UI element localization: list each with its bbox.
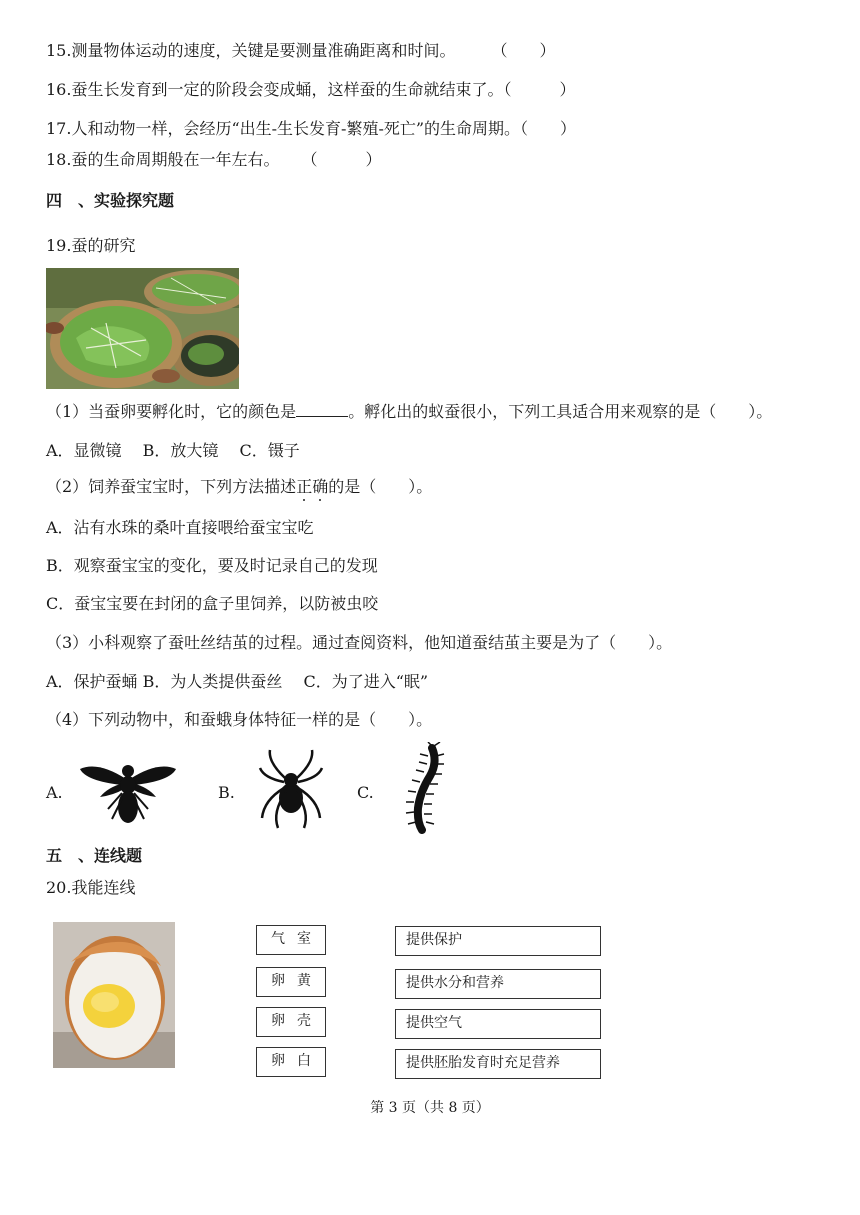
q19-part2-option-c: C．蚕宝宝要在封闭的盒子里饲养，以防被虫咬 [46,594,379,613]
match-left-item[interactable]: 卵壳 [256,1007,326,1037]
emphasis-char: 正 [296,477,313,496]
q19-part2-option-a: A．沾有水珠的桑叶直接喂给蚕宝宝吃 [46,518,314,537]
centipede-silhouette-icon [402,742,450,834]
q19-part2-option-b: B．观察蚕宝宝的变化，要及时记录自己的发现 [46,556,378,575]
match-right-item[interactable]: 提供胚胎发育时充足营养 [395,1049,601,1079]
q19-part1-options: A．显微镜 B．放大镜 C．镊子 [46,441,300,460]
match-right-item[interactable]: 提供空气 [395,1009,601,1039]
match-left-item[interactable]: 卵黄 [256,967,326,997]
question-18 [46,149,381,171]
part2-text-a: （2）饲养蚕宝宝时，下列方法描述 [46,477,297,496]
answer-paren: （ ） [491,41,556,60]
question-text: 蚕的生命周期般在一年左右。 [71,150,280,169]
option-a-label: A. [46,783,63,802]
question-15 [46,40,555,62]
emphasis-char: 确 [312,477,329,496]
question-text: 测量物体运动的速度，关键是要测量准确距离和时间。 [71,41,456,60]
question-number: 18. [46,150,72,169]
q19-part4: （4）下列动物中，和蚕蛾身体特征一样的是（ ）。 [46,710,433,729]
boiled-egg-photo [53,922,175,1068]
match-left-item[interactable]: 卵白 [256,1047,326,1077]
q19-part2 [46,476,432,498]
spider-silhouette-icon [258,748,324,830]
option-c-label: C. [357,783,374,802]
question-number: 16. [46,80,72,99]
match-right-item[interactable]: 提供保护 [395,926,601,956]
match-right-item[interactable]: 提供水分和营养 [395,969,601,999]
question-number: 17. [46,119,72,138]
option-b-label: B. [218,783,235,802]
q19-part1 [46,401,772,423]
answer-paren: （ ） [301,150,382,169]
question-19-title: 19.蚕的研究 [46,236,136,255]
silkworm-baskets-photo [46,268,239,389]
bee-silhouette-icon [78,757,178,827]
question-16 [46,79,575,101]
section-heading-5: 五 、连线题 [46,846,143,865]
question-text: 蚕生长发育到一定的阶段会变成蛹，这样蚕的生命就结束了。 [71,80,504,99]
section-heading-4: 四 、实验探究题 [46,191,175,210]
q19-part3: （3）小科观察了蚕吐丝结茧的过程。通过查阅资料，他知道蚕结茧主要是为了（ ）。 [46,633,673,652]
page-footer: 第 3 页（共 8 页） [370,1100,490,1116]
q19-part3-options: A．保护蚕蛹 B．为人类提供蚕丝 C．为了进入“眠” [46,672,429,691]
part2-text-b: 的是（ ）。 [328,477,433,496]
question-20-title: 20.我能连线 [46,878,136,897]
question-text: 人和动物一样，会经历“出生-生长发育-繁殖-死亡”的生命周期。 [71,119,521,138]
part1-text-a: （1）当蚕卵要孵化时，它的颜色是 [46,402,297,421]
question-17 [46,118,576,140]
question-number: 15. [46,41,72,60]
answer-paren: （ ） [520,119,577,138]
fill-blank[interactable] [296,401,348,417]
answer-paren: （ ） [503,80,576,99]
match-left-item[interactable]: 气室 [256,925,326,955]
part1-text-b: 。孵化出的蚁蚕很小，下列工具适合用来观察的是（ ）。 [348,402,773,421]
